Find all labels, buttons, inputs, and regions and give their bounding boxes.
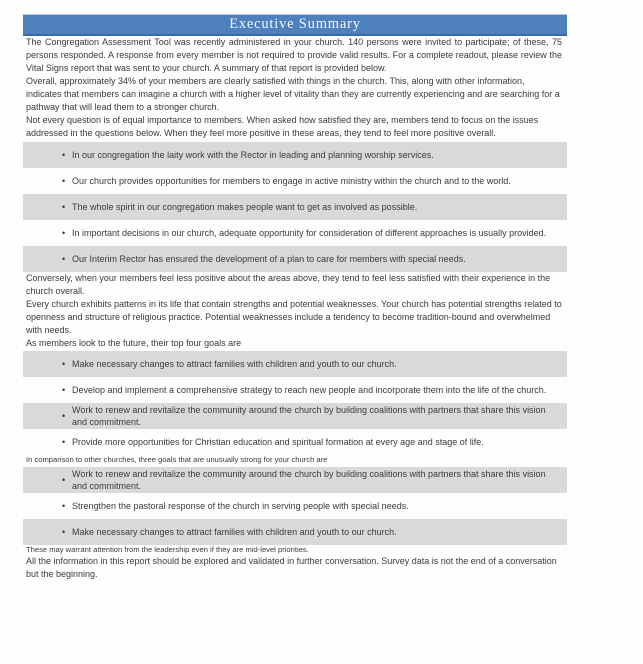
list-item — [23, 220, 567, 246]
list-item-text: Provide more opportunities for Christian education and spiritual formation at every age and stage of life. — [72, 437, 484, 447]
list-item — [23, 377, 567, 403]
bullet-icon: • — [62, 359, 66, 369]
list-item-text: In our congregation the laity work with the Rector in leading and planning worship services. — [72, 150, 434, 160]
bullet-icon: • — [62, 228, 66, 238]
satisfaction-drivers-list — [23, 142, 567, 272]
paragraph-closing: All the information in this report should be explored and validated in further conversation. Survey data is not the end of a conversation but the beginning. — [26, 556, 557, 579]
list-item — [23, 403, 567, 429]
list-item-text: Make necessary changes to attract families with children and youth to our church. — [72, 359, 397, 369]
list-item — [23, 142, 567, 168]
list-item-text: Work to renew and revitalize the community around the church by building coalitions with partners that share this vision and commitment. — [72, 469, 546, 491]
list-item-text: Our church provides opportunities for members to engage in active ministry within the church and to the world. — [72, 176, 511, 186]
paragraph-overall-satisfaction: Overall, approximately 34% of your members are clearly satisfied with things in the church. This, along with other information, indicates that members can imagine a church with a higher level of vitality than they are currently experiencing and are searching for a pathway that will lead them to a stronger church. — [26, 76, 560, 112]
paragraph-comparison-intro: In comparison to other churches, three goals that are unusually strong for your church are — [26, 455, 328, 464]
list-item-text: The whole spirit in our congregation makes people want to get as involved as possible. — [72, 202, 418, 212]
list-item — [23, 168, 567, 194]
list-item — [23, 429, 567, 455]
paragraph-intro: The Congregation Assessment Tool was recently administered in your church. 140 persons were invited to participate; of these, 75 persons responded. A response from every member is not required to provide valid results. For a complete readout, please review the Vital Signs report that was sent to your church. A summary of that report is provided below. — [26, 37, 562, 73]
list-item — [23, 519, 567, 545]
list-item — [23, 194, 567, 220]
list-item — [23, 467, 567, 493]
list-item-text: Make necessary changes to attract families with children and youth to our church. — [72, 527, 397, 537]
strong-goals-list — [23, 467, 567, 545]
paragraph-question-importance: Not every question is of equal importance to members. When asked how satisfied they are, members tend to focus on the issues addressed in the questions below. When they feel more positive in these areas, they tend to feel more positive overall. — [26, 115, 539, 138]
bullet-icon: • — [62, 150, 66, 160]
list-item-text: Work to renew and revitalize the community around the church by building coalitions with partners that share this vision and commitment. — [72, 405, 546, 427]
bullet-icon: • — [62, 202, 66, 212]
paragraph-strengths-weaknesses: Every church exhibits patterns in its life that contain strengths and potential weaknesses. Your church has potential strengths related to openness and structure of religious practice. Potential weaknesses include a tendency to become tradition-bound and overwhelmed with needs. — [26, 299, 562, 335]
bullet-icon: • — [62, 527, 66, 537]
paragraph-conversely: Conversely, when your members feel less positive about the areas above, they tend to feel less satisfied with their experience in the church overall. — [26, 273, 551, 296]
bullet-icon: • — [62, 176, 66, 186]
list-item-text: In important decisions in our church, adequate opportunity for consideration of different approaches is usually provided. — [72, 228, 547, 238]
paragraph-top-goals-intro: As members look to the future, their top four goals are — [26, 338, 242, 348]
bullet-icon: • — [62, 437, 66, 447]
list-item — [23, 351, 567, 377]
bullet-icon: • — [62, 501, 66, 511]
list-item-text: Strengthen the pastoral response of the church in serving people with special needs. — [72, 501, 409, 511]
bullet-icon: • — [62, 411, 66, 421]
bullet-icon: • — [62, 475, 66, 485]
bullet-icon: • — [62, 385, 66, 395]
top-goals-list — [23, 351, 567, 455]
list-item — [23, 493, 567, 519]
list-item — [23, 246, 567, 272]
list-item-text: Our Interim Rector has ensured the development of a plan to care for members with special needs. — [72, 254, 466, 264]
paragraph-warrant: These may warrant attention from the leadership even if they are mid-level priorities. — [26, 545, 309, 554]
page-title: Executive Summary — [229, 16, 361, 32]
bullet-icon: • — [62, 254, 66, 264]
section-title-bar — [23, 14, 567, 36]
list-item-text: Develop and implement a comprehensive strategy to reach new people and incorporate them into the life of the church. — [72, 385, 547, 395]
